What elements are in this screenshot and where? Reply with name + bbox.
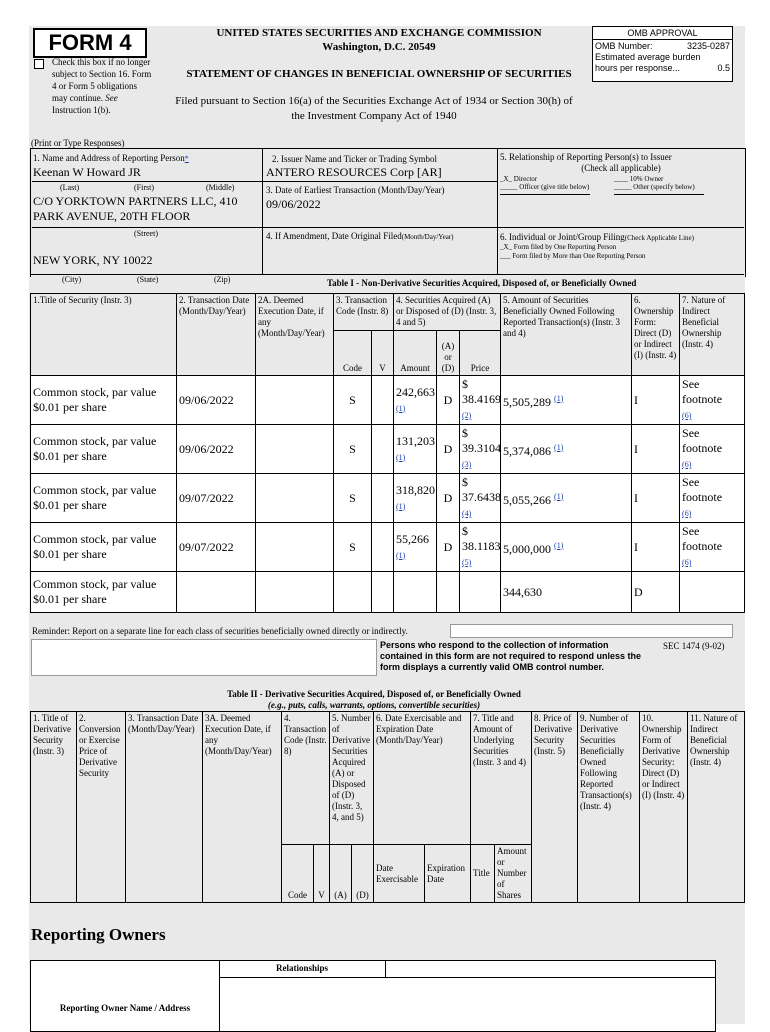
filing-more: ___ Form filed by More than One Reporting Person <box>500 252 646 260</box>
print-type-note: (Print or Type Responses) <box>31 138 125 148</box>
transaction-code: S <box>349 392 356 407</box>
price-footnote[interactable]: (4) <box>462 509 472 518</box>
security-title: Common stock, par value $0.01 per share <box>33 532 157 561</box>
owners-relationships: Relationships <box>275 963 328 973</box>
amount-footnote[interactable]: (1) <box>396 550 406 560</box>
t1-sub-code: Code <box>334 331 372 376</box>
t1-h4: 4. Securities Acquired (A) or Disposed of (D) (Instr. 3, 4 and 5) <box>394 294 501 331</box>
table1-row <box>31 376 745 425</box>
nature: See footnote <box>682 377 723 406</box>
table1-row <box>31 474 745 523</box>
owned-footnote[interactable]: (1) <box>554 540 564 550</box>
relationship-director: _X_ Director <box>500 175 538 183</box>
owned-amount: 5,505,289 <box>503 394 552 409</box>
label-first: (First) <box>134 183 154 192</box>
relationship-10pct: ____ 10% Owner <box>614 175 664 183</box>
label-city: (City) <box>62 275 82 284</box>
ownership-form: I <box>634 490 639 505</box>
amount-footnote[interactable]: (1) <box>396 403 406 413</box>
t2-sub-date-ex: Date Exercisable <box>374 845 425 903</box>
owned-amount: 5,000,000 <box>503 541 552 556</box>
form-page <box>29 26 745 1024</box>
t1-h7: 7. Nature of Indirect Beneficial Ownership (Instr. 4) <box>680 294 745 376</box>
owners-name-address: Reporting Owner Name / Address <box>59 1003 191 1013</box>
acquired-disposed: D <box>443 539 453 554</box>
t1-h3: 3. Transaction Code (Instr. 8) <box>334 294 394 331</box>
amount: 131,203 <box>396 433 435 448</box>
reporting-person-address2: PARK AVENUE, 20TH FLOOR <box>33 209 191 223</box>
omb-hours-label: hours per response... <box>595 63 681 73</box>
owners-table <box>30 960 716 1032</box>
amount: 55,266 <box>396 531 429 546</box>
t2-h1: 1. Title of Derivative Security (Instr. 3) <box>31 712 77 903</box>
form-title: FORM 4 <box>33 28 147 58</box>
ownership-form: I <box>634 392 639 407</box>
table1 <box>30 293 745 613</box>
table1-title: Table I - Non-Derivative Securities Acquired, Disposed of, or Beneficially Owned <box>327 278 637 288</box>
amount-footnote[interactable]: (1) <box>396 452 406 462</box>
filing-check: (Check Applicable Line) <box>624 234 694 242</box>
relationship-officer: _____ Officer (give title below) <box>500 183 590 191</box>
table2-subtitle: (e.g., puts, calls, warrants, options, convertible securities) <box>267 700 481 710</box>
earliest-date: 09/06/2022 <box>266 197 321 211</box>
reporting-owners-title: Reporting Owners <box>31 925 166 944</box>
table2 <box>30 711 745 903</box>
reporting-person-city-state-zip: NEW YORK, NY 10022 <box>33 253 153 267</box>
t2-sub-amount: Amount or Number of Shares <box>495 845 532 903</box>
notice-left-box <box>31 639 377 676</box>
checkbox-text <box>52 56 152 116</box>
transaction-code: S <box>349 441 356 456</box>
t1-sub-aord: (A) or (D) <box>437 331 460 376</box>
t2-h4: 4. Transaction Code (Instr. 8) <box>282 712 330 845</box>
label-zip: (Zip) <box>214 275 231 284</box>
persons-notice: Persons who respond to the collection of information contained in this form are not required to respond unless the form displays a currently valid OMB control number. <box>380 640 642 672</box>
price: $ 38.1183 <box>462 524 501 553</box>
price-footnote[interactable]: (5) <box>462 558 472 567</box>
t2-sub-a: (A) <box>330 845 352 903</box>
omb-hours: 0.5 <box>717 63 730 73</box>
nature-footnote[interactable]: (6) <box>682 460 692 469</box>
t2-h2: 2. Conversion or Exercise Price of Derivative Security <box>77 712 126 903</box>
t2-sub-title: Title <box>471 845 495 903</box>
reminder-box <box>450 624 733 638</box>
reporting-person-star[interactable]: * <box>184 154 189 163</box>
t1-sub-price: Price <box>460 331 501 376</box>
t2-h11: 11. Nature of Indirect Beneficial Ownership (Instr. 4) <box>688 712 745 903</box>
sec-code: SEC 1474 (9-02) <box>663 641 725 651</box>
t2-h9: 9. Number of Derivative Securities Beneficially Owned Following Reported Transaction(s) (Instr. 4) <box>578 712 640 903</box>
acquired-disposed: D <box>443 490 453 505</box>
table2-title: Table II - Derivative Securities Acquired, Disposed of, or Beneficially Owned <box>227 689 521 699</box>
transaction-code: S <box>349 490 356 505</box>
issuer-name: ANTERO RESOURCES Corp [AR] <box>266 165 442 179</box>
ownership-form: D <box>634 584 643 599</box>
price-footnote[interactable]: (3) <box>462 460 472 469</box>
relationship-label: 5. Relationship of Reporting Person(s) to Issuer <box>500 152 672 162</box>
checkbox-see: See <box>105 93 118 103</box>
nature: See footnote <box>682 475 723 504</box>
reporting-person-address1: C/O YORKTOWN PARTNERS LLC, 410 <box>33 194 238 208</box>
t2-sub-v: V <box>314 845 330 903</box>
t1-h5: 5. Amount of Securities Beneficially Owned Following Reported Transaction(s) (Instr. 3 and 4) <box>501 294 632 376</box>
transaction-date: 09/06/2022 <box>179 441 234 456</box>
t2-h3a: 3A. Deemed Execution Date, if any (Month/Day/Year) <box>203 712 282 903</box>
reminder-text: Reminder: Report on a separate line for each class of securities beneficially owned directly or indirectly. <box>32 626 408 636</box>
t2-h3: 3. Transaction Date (Month/Day/Year) <box>126 712 203 903</box>
t2-sub-code: Code <box>282 845 314 903</box>
nature: See footnote <box>682 426 723 455</box>
t2-h8: 8. Price of Derivative Security (Instr. 5) <box>532 712 578 903</box>
t1-sub-amount: Amount <box>394 331 437 376</box>
nature-footnote[interactable]: (6) <box>682 411 692 420</box>
omb-title: OMB APPROVAL <box>593 27 732 40</box>
filing-label: 6. Individual or Joint/Group Filing <box>500 232 625 242</box>
omb-approval-box <box>592 26 733 82</box>
t2-sub-d: (D) <box>352 845 374 903</box>
filing-one: _X_ Form filed by One Reporting Person <box>500 243 617 251</box>
label-state: (State) <box>137 275 159 284</box>
transaction-date: 09/07/2022 <box>179 539 234 554</box>
security-title: Common stock, par value $0.01 per share <box>33 483 157 512</box>
amount-footnote[interactable]: (1) <box>396 501 406 511</box>
t1-h1: 1.Title of Security (Instr. 3) <box>31 294 177 376</box>
t2-h7: 7. Title and Amount of Underlying Securities (Instr. 3 and 4) <box>471 712 532 845</box>
t1-h2a: 2A. Deemed Execution Date, if any (Month/Day/Year) <box>256 294 334 376</box>
omb-number: 3235-0287 <box>686 41 730 51</box>
amendment-label: 4. If Amendment, Date Original Filed <box>266 231 402 241</box>
t1-h6: 6. Ownership Form: Direct (D) or Indirect (I) (Instr. 4) <box>632 294 680 376</box>
relationship-box <box>498 148 744 274</box>
t1-h2: 2. Transaction Date (Month/Day/Year) <box>177 294 256 376</box>
price-footnote[interactable]: (2) <box>462 411 472 420</box>
checkbox-instr: Instruction 1(b). <box>52 105 111 115</box>
security-title: Common stock, par value $0.01 per share <box>33 434 157 463</box>
transaction-date: 09/07/2022 <box>179 490 234 505</box>
table1-row <box>31 425 745 474</box>
transaction-date: 09/06/2022 <box>179 392 234 407</box>
omb-burden-label: Estimated average burden <box>595 52 701 62</box>
omb-number-label: OMB Number: <box>595 41 653 51</box>
amount: 318,820 <box>396 482 435 497</box>
price: $ 39.3104 <box>462 426 501 455</box>
earliest-date-label: 3. Date of Earliest Transaction (Month/Day/Year) <box>266 185 445 195</box>
security-title: Common stock, par value $0.01 per share <box>33 385 157 414</box>
reporting-person-box <box>30 148 262 274</box>
no-longer-subject-checkbox[interactable] <box>34 59 44 69</box>
owned-footnote[interactable]: (1) <box>554 442 564 452</box>
statement-title: STATEMENT OF CHANGES IN BENEFICIAL OWNERSHIP OF SECURITIES <box>186 68 572 80</box>
filed-pursuant-line2: the Investment Company Act of 1940 <box>291 110 457 122</box>
transaction-code: S <box>349 539 356 554</box>
nature: See footnote <box>682 524 723 553</box>
reporting-person-name: Keenan W Howard JR <box>33 165 141 179</box>
relationship-other: _____ Other (specify below) <box>614 183 695 191</box>
table1-row <box>31 572 745 613</box>
agency-name: UNITED STATES SECURITIES AND EXCHANGE COMMISSION <box>216 27 542 39</box>
owned-amount: 344,630 <box>503 584 543 599</box>
issuer-box <box>263 148 497 274</box>
filed-pursuant-line1: Filed pursuant to Section 16(a) of the Securities Exchange Act of 1934 or Section 30(h) of <box>175 95 573 107</box>
label-last: (Last) <box>60 183 80 192</box>
relationship-check: (Check all applicable) <box>581 163 661 173</box>
amendment-sub: (Month/Day/Year) <box>401 233 454 241</box>
nature-footnote[interactable]: (6) <box>682 509 692 518</box>
t2-sub-exp: Expiration Date <box>425 845 471 903</box>
price: $ 38.4169 <box>462 377 501 406</box>
owned-footnote[interactable]: (1) <box>554 393 564 403</box>
table1-row <box>31 523 745 572</box>
acquired-disposed: D <box>443 441 453 456</box>
price: $ 37.6438 <box>462 475 501 504</box>
label-street: (Street) <box>134 229 158 238</box>
reporting-person-label: 1. Name and Address of Reporting Person <box>33 153 185 163</box>
checkbox-text-main: Check this box if no longer subject to Section 16. Form 4 or Form 5 obligations may continue. <box>52 57 152 103</box>
t2-h10: 10. Ownership Form of Derivative Security: Direct (D) or Indirect (I) (Instr. 4) <box>640 712 688 903</box>
issuer-label: 2. Issuer Name and Ticker or Trading Symbol <box>272 154 437 164</box>
agency-city: Washington, D.C. 20549 <box>322 41 436 53</box>
t2-h5: 5. Number of Derivative Securities Acquired (A) or Disposed of (D) (Instr. 3, 4, and 5) <box>330 712 374 845</box>
owned-amount: 5,374,086 <box>503 443 552 458</box>
security-title: Common stock, par value $0.01 per share <box>33 577 157 606</box>
ownership-form: I <box>634 539 639 554</box>
nature-footnote[interactable]: (6) <box>682 558 692 567</box>
owned-footnote[interactable]: (1) <box>554 491 564 501</box>
t1-sub-v: V <box>372 331 394 376</box>
t2-h6: 6. Date Exercisable and Expiration Date (Month/Day/Year) <box>374 712 471 845</box>
label-middle: (Middle) <box>206 183 235 192</box>
owned-amount: 5,055,266 <box>503 492 552 507</box>
ownership-form: I <box>634 441 639 456</box>
acquired-disposed: D <box>443 392 453 407</box>
amount: 242,663 <box>396 384 435 399</box>
